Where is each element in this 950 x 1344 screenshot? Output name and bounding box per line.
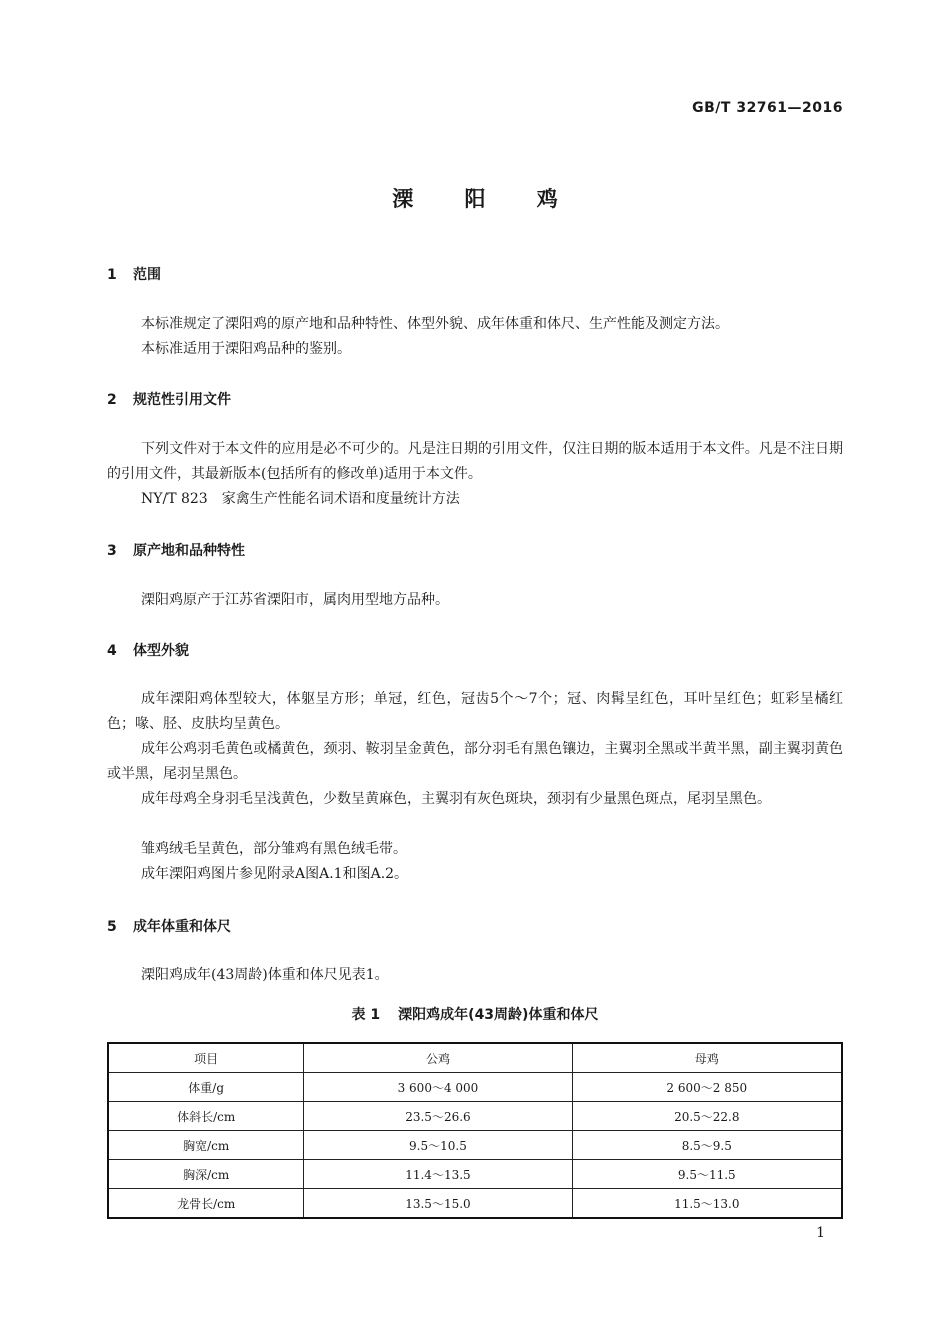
hen-value: 20.5～22.8 [572, 1102, 842, 1131]
section-3-paragraph-1: 溧阳鸡原产于江苏省溧阳市，属肉用型地方品种。 [141, 592, 449, 608]
section-title: 规范性引用文件 [133, 392, 231, 408]
row-label: 体斜长/cm [108, 1102, 304, 1131]
hen-value: 8.5～9.5 [572, 1131, 842, 1160]
section-number: 4 [107, 643, 117, 659]
row-label: 龙骨长/cm [108, 1189, 304, 1219]
standard-number: GB/T 32761—2016 [692, 100, 843, 116]
table-row [108, 1131, 842, 1160]
hen-value: 2 600～2 850 [572, 1073, 842, 1102]
section-1-paragraph-1: 本标准规定了溧阳鸡的原产地和品种特性、体型外貌、成年体重和体尺、生产性能及测定方法。 [141, 316, 729, 332]
table-row [108, 1073, 842, 1102]
document-title: 溧 阳 鸡 [392, 187, 580, 211]
section-5-heading [107, 916, 231, 936]
hen-value: 9.5～11.5 [572, 1160, 842, 1189]
column-header-rooster: 公鸡 [304, 1043, 572, 1073]
section-number: 2 [107, 392, 117, 408]
rooster-value: 11.4～13.5 [304, 1160, 572, 1189]
section-number: 1 [107, 267, 117, 283]
table-row [108, 1102, 842, 1131]
section-2-heading [107, 389, 231, 409]
section-4-heading [107, 640, 189, 660]
table-caption-number: 表 1 [351, 1007, 381, 1023]
section-4-paragraph-3: 成年母鸡全身羽毛呈浅黄色，少数呈黄麻色，主翼羽有灰色斑块，颈羽有少量黑色斑点，尾羽呈黑色。 [141, 791, 771, 807]
rooster-value: 9.5～10.5 [304, 1131, 572, 1160]
section-2-reference: NY/T 823 家禽生产性能名词术语和度量统计方法 [141, 491, 460, 507]
table-row [108, 1189, 842, 1219]
table-caption [0, 1004, 950, 1024]
rooster-value: 23.5～26.6 [304, 1102, 572, 1131]
table-row [108, 1160, 842, 1189]
section-title: 原产地和品种特性 [133, 543, 245, 559]
section-1-paragraph-2: 本标准适用于溧阳鸡品种的鉴别。 [141, 341, 351, 357]
table-header-row [108, 1043, 842, 1073]
section-title: 成年体重和体尺 [133, 919, 231, 935]
row-label: 胸宽/cm [108, 1131, 304, 1160]
section-4-paragraph-5: 成年溧阳鸡图片参见附录A图A.1和图A.2。 [141, 866, 409, 882]
section-4-paragraph-4: 雏鸡绒毛呈黄色，部分雏鸡有黑色绒毛带。 [141, 841, 407, 857]
section-3-heading [107, 540, 245, 560]
page-number: 1 [816, 1225, 825, 1241]
section-title: 体型外貌 [133, 643, 189, 659]
body-measurement-table [107, 1042, 843, 1219]
section-4-paragraph-1: 成年溧阳鸡体型较大，体躯呈方形；单冠，红色，冠齿5个～7个；冠、肉髯呈红色，耳叶呈红色；虹彩呈橘红色；喙、胫、皮肤均呈黄色。 [107, 691, 843, 732]
section-5-paragraph-1: 溧阳鸡成年(43周龄)体重和体尺见表1。 [141, 967, 389, 983]
section-number: 3 [107, 543, 117, 559]
row-label: 胸深/cm [108, 1160, 304, 1189]
section-1-heading [107, 264, 161, 284]
table-caption-title: 溧阳鸡成年(43周龄)体重和体尺 [398, 1007, 599, 1023]
section-number: 5 [107, 919, 117, 935]
column-header-item: 项目 [108, 1043, 304, 1073]
section-title: 范围 [133, 267, 161, 283]
column-header-hen: 母鸡 [572, 1043, 842, 1073]
section-2-paragraph-1: 下列文件对于本文件的应用是必不可少的。凡是注日期的引用文件，仅注日期的版本适用于本文件。凡是不注日期的引用文件，其最新版本(包括所有的修改单)适用于本文件。 [107, 441, 843, 482]
section-4-paragraph-2: 成年公鸡羽毛黄色或橘黄色，颈羽、鞍羽呈金黄色，部分羽毛有黑色镶边，主翼羽全黑或半黄半黑，副主翼羽黄色或半黑，尾羽呈黑色。 [107, 741, 843, 782]
hen-value: 11.5～13.0 [572, 1189, 842, 1219]
row-label: 体重/g [108, 1073, 304, 1102]
rooster-value: 3 600～4 000 [304, 1073, 572, 1102]
rooster-value: 13.5～15.0 [304, 1189, 572, 1219]
